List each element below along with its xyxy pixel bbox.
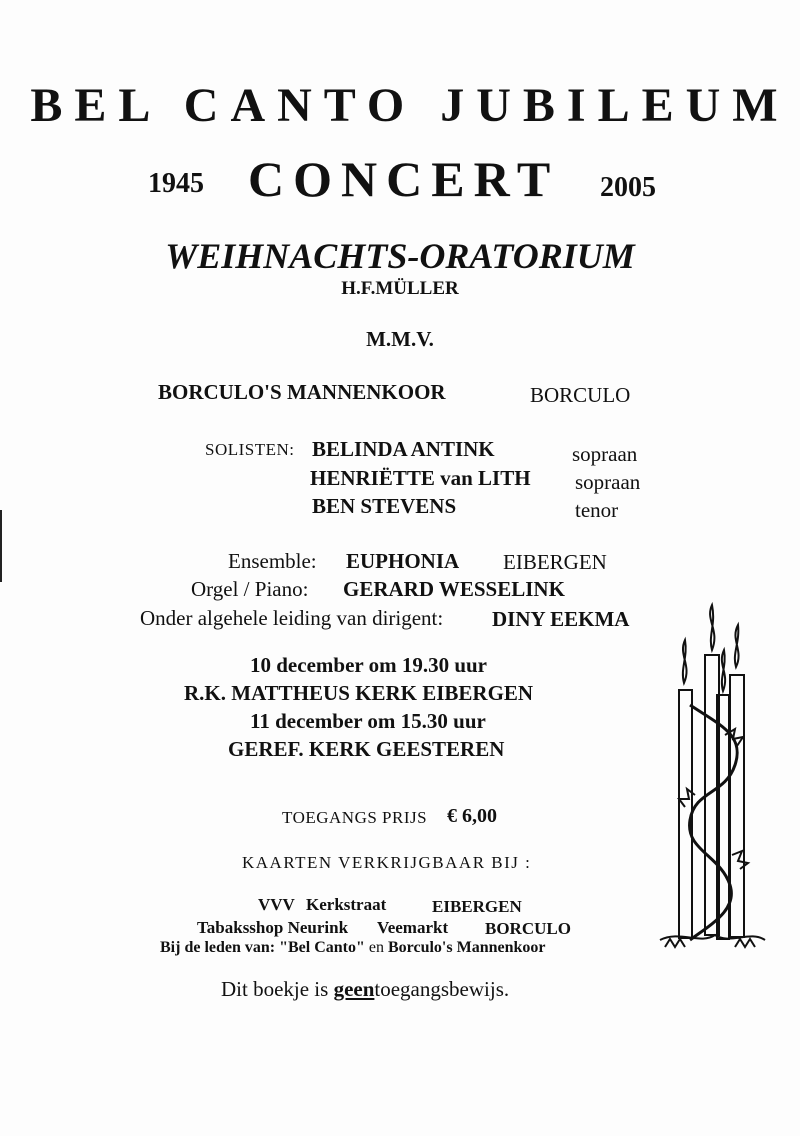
members-suffix: Borculo's Mannenkoor bbox=[388, 939, 546, 956]
soloist-name: HENRIËTTE van LITH bbox=[310, 466, 531, 490]
choir-name: BORCULO'S MANNENKOOR bbox=[158, 380, 446, 404]
organ-label: Orgel / Piano: bbox=[191, 577, 309, 601]
holly-base-icon bbox=[660, 935, 765, 947]
performance-venue: GEREF. KERK GEESTEREN bbox=[228, 737, 505, 761]
scan-edge bbox=[0, 510, 2, 582]
footer-emphasis: geen bbox=[333, 977, 375, 1001]
ensemble-place: EIBERGEN bbox=[503, 550, 607, 574]
performance-date: 11 december om 15.30 uur bbox=[250, 709, 486, 733]
performance-venue: R.K. MATTHEUS KERK EIBERGEN bbox=[184, 681, 534, 705]
soloists-label: SOLISTEN: bbox=[205, 440, 295, 459]
year-end: 2005 bbox=[600, 172, 656, 203]
soloist-voice: sopraan bbox=[572, 442, 638, 466]
mmv: M.M.V. bbox=[366, 327, 434, 351]
year-start: 1945 bbox=[148, 168, 204, 199]
shop-place: BORCULO bbox=[485, 919, 571, 938]
performance-date: 10 december om 19.30 uur bbox=[250, 653, 487, 677]
soloist-name: BELINDA ANTINK bbox=[312, 437, 495, 461]
soloist-name: BEN STEVENS bbox=[312, 494, 457, 518]
choir-place: BORCULO bbox=[530, 383, 631, 407]
organ-name: GERARD WESSELINK bbox=[343, 577, 565, 601]
conductor-label: Onder algehele leiding van dirigent: bbox=[140, 606, 444, 630]
ensemble-label: Ensemble: bbox=[228, 549, 317, 573]
page-title: BEL CANTO JUBILEUM bbox=[30, 79, 790, 132]
soloist-voice: sopraan bbox=[575, 470, 641, 494]
shop-street: Veemarkt bbox=[377, 918, 449, 937]
vvv-name: VVV bbox=[258, 895, 295, 914]
soloist-voice: tenor bbox=[575, 498, 619, 522]
flame-icon bbox=[683, 640, 687, 683]
flame-icon bbox=[710, 605, 714, 650]
members-prefix: Bij de leden van: "Bel Canto" bbox=[160, 939, 365, 956]
vvv-place: EIBERGEN bbox=[432, 897, 522, 916]
flame-icon bbox=[735, 625, 739, 667]
ensemble-name: EUPHONIA bbox=[346, 549, 460, 573]
footer-before: Dit boekje is bbox=[221, 977, 329, 1001]
members-conj: en bbox=[368, 939, 384, 956]
composer: H.F.MÜLLER bbox=[341, 278, 459, 299]
candles-illustration bbox=[650, 595, 770, 975]
shop-name: Tabaksshop Neurink bbox=[197, 918, 349, 937]
price-amount: € 6,00 bbox=[447, 805, 497, 827]
members-line bbox=[160, 939, 546, 957]
footer-note bbox=[221, 977, 509, 1002]
price-label: TOEGANGS PRIJS bbox=[282, 808, 428, 827]
work-title: WEIHNACHTS-ORATORIUM bbox=[165, 236, 635, 276]
vvv-street: Kerkstraat bbox=[306, 895, 387, 914]
flame-icon bbox=[722, 650, 725, 691]
conductor-name: DINY EEKMA bbox=[492, 607, 630, 631]
concert-heading: CONCERT bbox=[248, 151, 560, 207]
tickets-heading: KAARTEN VERKRIJGBAAR BIJ : bbox=[242, 853, 532, 872]
footer-after: toegangsbewijs. bbox=[374, 977, 510, 1001]
